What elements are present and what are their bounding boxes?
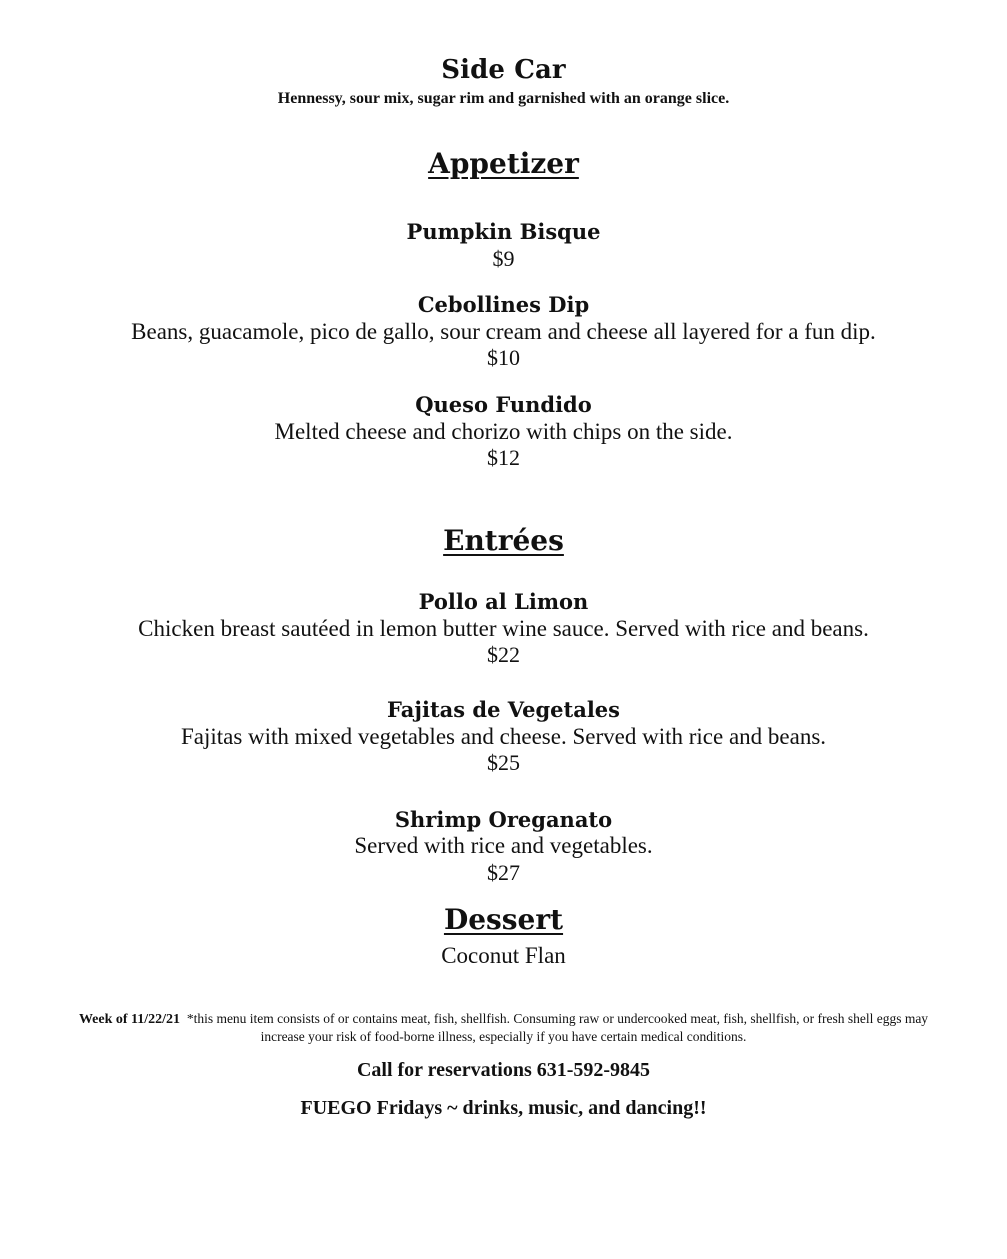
- section-title-entrees: Entrées: [443, 524, 564, 557]
- week-label: Week of 11/22/21: [78, 1012, 181, 1027]
- menu-item-name: Queso Fundido: [415, 392, 592, 417]
- section-title-dessert: Dessert: [443, 903, 564, 936]
- cocktail-description: Hennessy, sour mix, sugar rim and garnished with an orange slice.: [277, 90, 730, 107]
- menu-item-price: $9: [492, 246, 515, 271]
- disclaimer-text: *this menu item consists of or contains meat, fish, shellfish. Consuming raw or undercooked meat, fish, shellfish, or fresh shell eggs may increase your risk of food-borne illness, especially if you have certain medical conditions.: [186, 1011, 929, 1044]
- menu-item-price: $10: [487, 345, 520, 370]
- menu-item-name: Coconut Flan: [441, 943, 566, 968]
- section-title-appetizer: Appetizer: [428, 147, 579, 180]
- menu-item-price: $12: [487, 445, 520, 470]
- menu-item-description: Melted cheese and chorizo with chips on the side.: [274, 419, 733, 444]
- disclaimer-note: [70, 1010, 937, 1045]
- menu-item-price: $22: [487, 642, 520, 667]
- menu-item-description: Beans, guacamole, pico de gallo, sour cream and cheese all layered for a fun dip.: [131, 319, 876, 344]
- menu-item-description: Chicken breast sautéed in lemon butter wine sauce. Served with rice and beans.: [138, 616, 869, 641]
- reservations-line: Call for reservations 631-592-9845: [356, 1059, 651, 1081]
- menu-item-price: $27: [487, 860, 520, 885]
- menu-item-name: Fajitas de Vegetales: [387, 697, 620, 722]
- menu-item-price: $25: [487, 750, 520, 775]
- menu-item-name: Shrimp Oreganato: [394, 807, 613, 832]
- menu-item-name: Cebollines Dip: [417, 292, 590, 317]
- menu-item-name: Pollo al Limon: [418, 589, 589, 614]
- menu-item-description: Served with rice and vegetables.: [354, 833, 653, 858]
- menu-item-name: Pumpkin Bisque: [406, 219, 601, 244]
- menu-item-description: Fajitas with mixed vegetables and cheese. Served with rice and beans.: [180, 724, 827, 749]
- cocktail-name: Side Car: [441, 55, 566, 85]
- promo-line: FUEGO Fridays ~ drinks, music, and dancing!!: [300, 1097, 707, 1119]
